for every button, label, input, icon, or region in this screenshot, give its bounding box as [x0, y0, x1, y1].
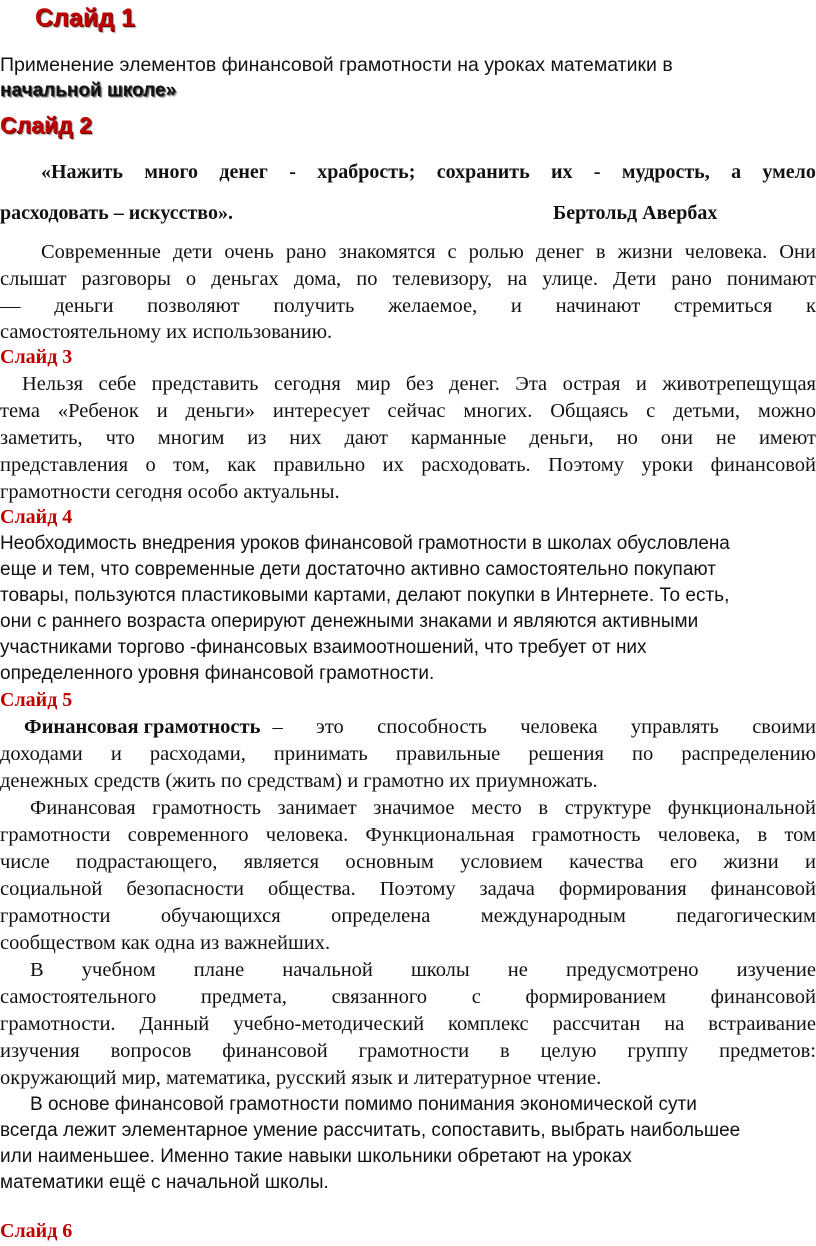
- slide3-text-line: грамотности сегодня особо актуальны.: [0, 481, 340, 503]
- slide3-text-line: Нельзя себе представить сегодня мир без денег. Эта острая и животрепещущая: [22, 373, 816, 395]
- slide4-text-line: товары, пользуются пластиковыми картами, делают покупки в Интернете. То есть,: [0, 585, 730, 606]
- slide5-para2-line: сообществом как одна из важнейших.: [0, 932, 331, 954]
- quote-word: «Нажить: [41, 161, 123, 183]
- quote-word: -: [289, 161, 296, 183]
- slide5-para3-line: изучения вопросов финансовой грамотности в целую группу предметов:: [0, 1040, 816, 1062]
- quote-word: денег: [219, 161, 268, 183]
- quote-word: а: [731, 161, 742, 183]
- slide2-text-line: Современные дети очень рано знакомятся с ролью денег в жизни человека. Они: [41, 241, 816, 263]
- slide5-definition-line: денежных средств (жить по средствам) и грамотно их приумножать.: [0, 770, 598, 792]
- slide2-text-line: — деньги позволяют получить желаемое, и начинают стремиться к: [0, 295, 816, 317]
- slide5-definition-line: доходами и расходами, принимать правильные решения по распределению: [0, 743, 816, 765]
- quote-word: -: [593, 161, 601, 183]
- slide1-title-line2: начальной школе»: [0, 80, 177, 101]
- slide5-para3-line: самостоятельного предмета, связанного с формированием финансовой: [0, 986, 816, 1008]
- slide4-text-line: еще и тем, что современные дети достаточно активно самостоятельно покупают: [0, 559, 716, 580]
- slide4-text-line: Необходимость внедрения уроков финансовой грамотности в школах обусловлена: [0, 533, 730, 554]
- slide5-para3-line: окружающий мир, математика, русский язык и литературное чтение.: [0, 1067, 602, 1089]
- slide4-text-line: участниками торгово -финансовых взаимоотношений, что требует от них: [0, 637, 647, 658]
- slide3-text-line: тема «Ребенок и деньги» интересует сейчас многих. Общаясь с детьми, можно: [0, 400, 816, 422]
- slide6-heading: Слайд 6: [0, 1220, 73, 1242]
- slide4-text-line: определенного уровня финансовой грамотности.: [0, 663, 435, 684]
- slide2-quote-line1: [41, 161, 816, 187]
- slide5-para2-line: Финансовая грамотность занимает значимое место в структуре функциональной: [30, 797, 816, 819]
- slide1-title-line1: Применение элементов финансовой грамотности на уроках математики в: [0, 54, 673, 76]
- quote-word: мудрость,: [621, 161, 710, 183]
- slide1-heading: Слайд 1: [35, 4, 135, 32]
- slide4-text-line: они с раннего возраста оперируют денежными знаками и являются активными: [0, 611, 699, 632]
- slide5-para2-line: грамотности современного человека. Функциональная грамотность человека, в том: [0, 824, 816, 846]
- slide3-heading: Слайд 3: [0, 346, 73, 368]
- slide5-definition-first-line: [24, 714, 816, 740]
- slide3-text-line: заметить, что многим из них дают карманные деньги, но они не имеют: [0, 427, 816, 449]
- slide2-quote-author: Бертольд Авербах: [553, 202, 718, 224]
- slide5-para2-line: грамотности обучающихся определена международным педагогическим: [0, 905, 816, 927]
- quote-word: храбрость;: [317, 161, 416, 183]
- financial-literacy-term: Финансовая грамотность: [24, 716, 261, 738]
- slide4-heading: Слайд 4: [0, 506, 73, 528]
- quote-word: сохранить: [436, 161, 530, 183]
- quote-word: много: [144, 161, 199, 183]
- definition-rest: – это способность человека управлять своими: [272, 716, 816, 738]
- slide2-quote-line2: расходовать – искусство».: [0, 202, 233, 224]
- slide5-para4-line: математики ещё с начальной школы.: [0, 1172, 329, 1193]
- slide5-para3-line: грамотности. Данный учебно-методический комплекс рассчитан на встраивание: [0, 1013, 816, 1035]
- quote-word: умело: [762, 161, 816, 183]
- slide2-heading: Слайд 2: [0, 112, 92, 138]
- quote-word: их: [550, 161, 573, 183]
- slide5-para4-line: или наименьшее. Именно такие навыки школьники обретают на уроках: [0, 1146, 632, 1167]
- slide5-para4-line: В основе финансовой грамотности помимо понимания экономической сути: [30, 1094, 697, 1115]
- slide2-text-line: слышат разговоры о деньгах дома, по телевизору, на улице. Дети рано понимают: [0, 268, 816, 290]
- slide5-para3-line: В учебном плане начальной школы не предусмотрено изучение: [30, 959, 816, 981]
- slide5-para2-line: социальной безопасности общества. Поэтому задача формирования финансовой: [0, 878, 816, 900]
- slide5-para2-line: числе подрастающего, является основным условием качества его жизни и: [0, 851, 816, 873]
- slide2-text-line: самостоятельному их использованию.: [0, 321, 333, 343]
- slide5-para4-line: всегда лежит элементарное умение рассчитать, сопоставить, выбрать наибольшее: [0, 1120, 741, 1141]
- slide5-heading: Слайд 5: [0, 689, 73, 711]
- slide3-text-line: представления о том, как правильно их расходовать. Поэтому уроки финансовой: [0, 454, 816, 476]
